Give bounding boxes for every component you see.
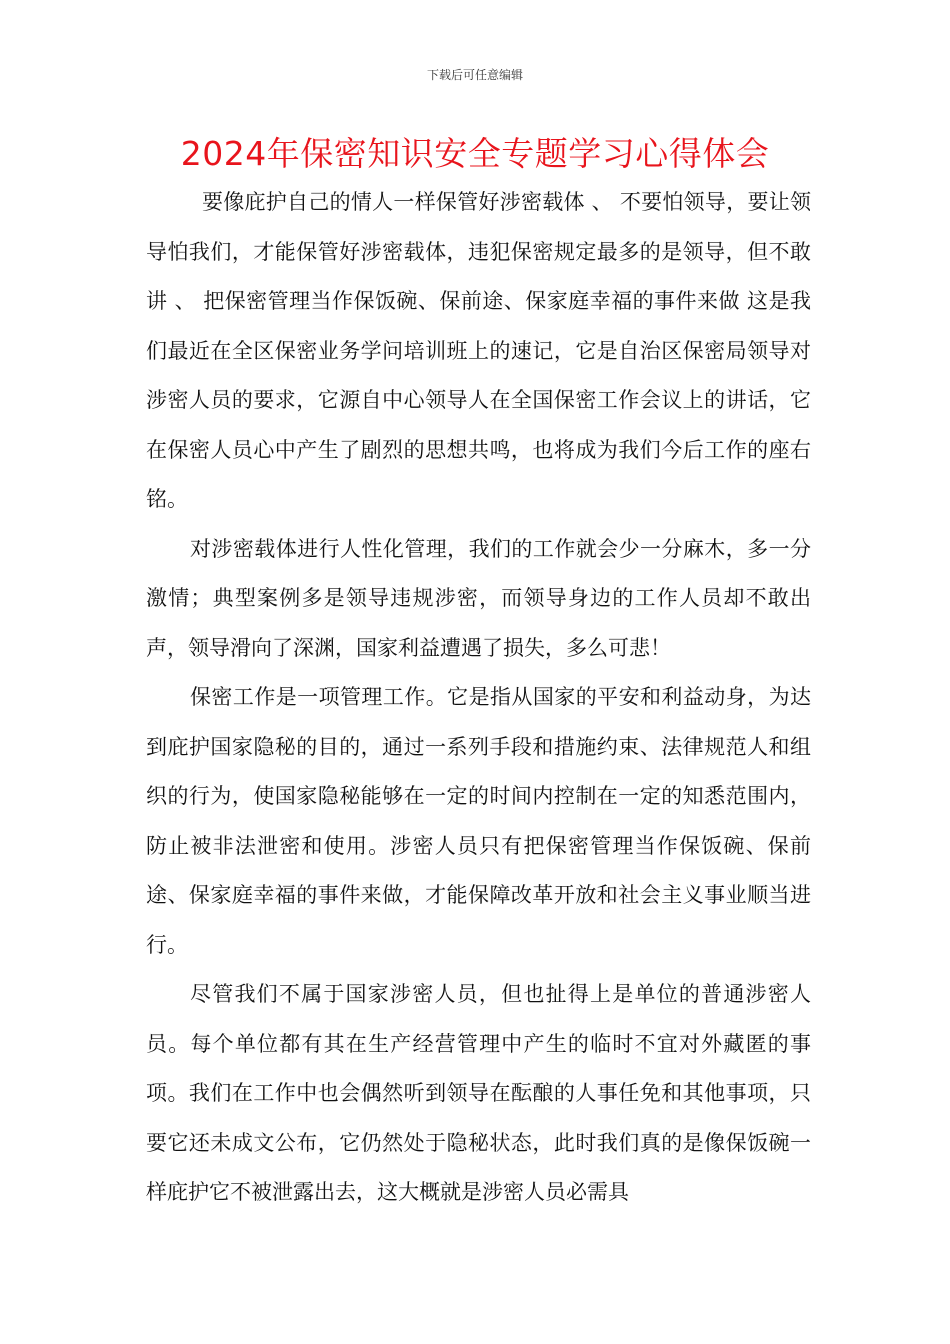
- document-title: 2024年保密知识安全专题学习心得体会: [180, 134, 770, 173]
- paragraph-2: 对涉密载体进行人性化管理，我们的工作就会少一分麻木，多一分激情；典型案例多是领导违规涉密，而领导身边的工作人员却不敢出声，领导滑向了深渊，国家利益遭遇了损失，多么可悲！: [146, 536, 811, 660]
- paragraph-4: 尽管我们不属于国家涉密人员，但也扯得上是单位的普通涉密人员。每个单位都有其在生产经营管理中产生的临时不宜对外藏匿的事项。我们在工作中也会偶然听到领导在酝酿的人事任免和其他事项，只要它还未成文公布，它仍然处于隐秘状态，此时我们真的是像保饭碗一样庇护它不被泄露出去，这大概就是涉密人员必需具: [146, 982, 811, 1204]
- document-body: [146, 178, 811, 1218]
- paragraph-1: 要像庇护自己的情人一样保管好涉密载体 、 不要怕领导，要让领导怕我们，才能保管好涉密载体，违犯保密规定最多的是领导，但不敢讲 、 把保密管理当作保饭碗、保前途、保家庭幸福的事件来做 这是我们最近在全区保密业务学问培训班上的速记，它是自治区保密局领导对涉密人员的要求，它源自中心领导人在全国保密工作会议上的讲话，它在保密人员心中产生了剧烈的思想共鸣，也将成为我们今后工作的座右铭。: [146, 190, 811, 511]
- header-note: 下载后可任意编辑: [426, 68, 523, 82]
- paragraph-3: 保密工作是一项管理工作。它是指从国家的平安和利益动身，为达到庇护国家隐秘的目的，通过一系列手段和措施约束、法律规范人和组织的行为，使国家隐秘能够在一定的时间内控制在一定的知悉范围内，防止被非法泄密和使用。涉密人员只有把保密管理当作保饭碗、保前途、保家庭幸福的事件来做，才能保障改革开放和社会主义事业顺当进行。: [146, 685, 811, 957]
